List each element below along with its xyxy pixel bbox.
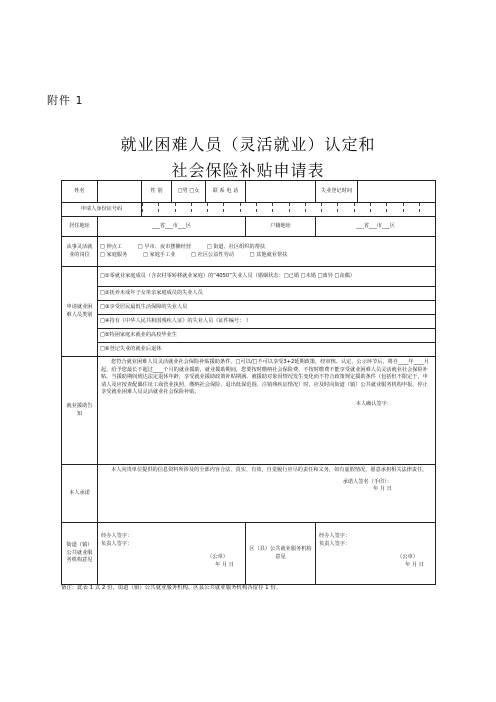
category-row bbox=[62, 343, 436, 357]
unemployment-date-field[interactable] bbox=[358, 181, 436, 203]
category-item-2[interactable]: □②抚养未成年子女单亲家庭成员的失业人员 bbox=[98, 287, 436, 301]
household-address-field[interactable]: ___省___市___区 bbox=[316, 217, 436, 237]
pledge-row bbox=[62, 465, 436, 523]
notice-row bbox=[62, 357, 436, 465]
category-row bbox=[62, 315, 436, 329]
category-row bbox=[62, 301, 436, 315]
phone-label: 联 系 电 话 bbox=[206, 181, 246, 203]
post-option-other[interactable]: □ 其他就业帮扶 bbox=[249, 251, 288, 258]
household-address-label: 户籍地址 bbox=[246, 217, 316, 237]
pledge-date[interactable]: 年 月 日 bbox=[373, 486, 392, 493]
category-item-1[interactable]: □①零就业家庭成员（含农村零转移就业家庭）的“4050”失业人员（婚姻状态：□已婚 □未婚 □离异 □丧偶） bbox=[98, 267, 436, 287]
street-opinion-box[interactable] bbox=[98, 523, 246, 585]
category-row bbox=[62, 267, 436, 287]
district-date[interactable]: 年 月 日 bbox=[405, 561, 424, 568]
name-label: 姓名 bbox=[62, 181, 98, 203]
notice-label: 就业援助告知 bbox=[62, 357, 98, 465]
pledge-signature[interactable]: 承诺人签名（手印）： bbox=[342, 478, 392, 485]
post-option-domestic[interactable]: □ 家庭服务 bbox=[100, 251, 128, 258]
street-date[interactable]: 年 月 日 bbox=[215, 561, 234, 568]
employment-post-options[interactable] bbox=[98, 237, 436, 267]
post-option-handicraft[interactable]: □ 家庭手工业 bbox=[142, 251, 176, 258]
category-item-5[interactable]: □⑤特困家庭未就业的高校毕业生 bbox=[98, 329, 436, 343]
post-option-market-stall[interactable]: □ 早市、夜市摆摊经营 bbox=[137, 243, 192, 250]
district-leader-sign[interactable]: 负责人签字： bbox=[319, 540, 351, 547]
form-title-line2: 社会保险补贴申请表 bbox=[171, 161, 325, 180]
category-label: 申请就业困难人员类别 bbox=[62, 267, 98, 357]
street-handler-sign[interactable]: 经办人签字： bbox=[101, 533, 133, 539]
name-field[interactable] bbox=[98, 181, 142, 203]
id-number-label: 申请人身份证号码 bbox=[62, 203, 142, 217]
post-option-community-aid[interactable]: □ 街道、社区组织的帮扶 bbox=[206, 243, 266, 250]
street-seal: （公章） bbox=[207, 554, 228, 561]
street-opinion-label: 街道（镇）公共就业服务机构意见 bbox=[62, 523, 98, 585]
category-item-3[interactable]: □③享受居民最低生活保障的失业人员 bbox=[98, 301, 436, 315]
district-seal: （公章） bbox=[397, 554, 418, 561]
category-item-6[interactable]: □⑥登记失业的就业后退休 bbox=[98, 343, 436, 357]
address-row bbox=[62, 217, 436, 237]
street-leader-sign[interactable]: 负责人签字： bbox=[101, 540, 133, 547]
pledge-label: 本人承诺 bbox=[62, 465, 98, 523]
footnote: 备注：此表 1 式 2 份，街道（镇）公共就业服务机构、区县公共就业服务机构各留存 1 份。 bbox=[61, 585, 282, 591]
application-form-table bbox=[61, 180, 436, 585]
category-row bbox=[62, 329, 436, 343]
employment-post-label: 从事灵活就业的岗位 bbox=[62, 237, 98, 267]
phone-field[interactable] bbox=[246, 181, 316, 203]
notice-text: 您符合就业困难人员灵活就业社会保险补贴援助条件，□可以/□不可以享受3+2延期政策，经审核、认定、公示环节后，将自____年____月起，给予您最长不超过____个月的就业援助，就业援助期间，您要按时缴纳社会保险费，不按时缴费不能享受就业困难人员灵活就业社会保险补贴。当援助期间到达法定退休年龄，享受就业援助政策补贴期满、被援助对象因情况发生变化而不符合政策规定援助条件（包括但不限定于，申请人及应按查配偶住址工商营业执照、缴纳社会保险、退出低保范围、注销残疾证情况）时，应及时向街道（镇）公共就业服务机构申报，停止享受就业困难人员灵活就业社会保险补贴。 bbox=[101, 359, 430, 396]
basic-info-row bbox=[62, 181, 436, 203]
review-row bbox=[62, 523, 436, 585]
id-row bbox=[62, 203, 436, 217]
post-option-public-welfare[interactable]: □ 社区公益性劳动 bbox=[191, 251, 234, 258]
gender-options[interactable]: □男 □女 bbox=[172, 181, 206, 203]
category-row bbox=[62, 287, 436, 301]
form-title-line1: 就业困难人员（灵活就业）认定和 bbox=[120, 135, 376, 154]
district-handler-sign[interactable]: 经办人签字： bbox=[319, 533, 351, 539]
district-opinion-label: 区（县）公共就业服务机构意见 bbox=[246, 523, 316, 585]
category-item-4[interactable]: □④持有《中华人民共和国残疾人证》的失业人员（证件编号： ） bbox=[98, 315, 436, 329]
employment-post-row bbox=[62, 237, 436, 267]
pledge-text: 本人向贵单位提供的信息资料所涉及的全部内容合法、真实、有效，自觉履行应尽的责任和义务，如有虚假情况，愿意承担相关法律责任。 bbox=[111, 467, 428, 473]
district-opinion-box[interactable] bbox=[316, 523, 436, 585]
gender-label: 性 别 bbox=[142, 181, 172, 203]
notice-confirm-signature[interactable]: 本人确认签字： bbox=[355, 400, 392, 407]
unemployment-date-label: 失业登记时间 bbox=[316, 181, 358, 203]
post-option-hourly[interactable]: □ 钟点工 bbox=[100, 243, 123, 250]
attachment-label: 附件 1 bbox=[47, 94, 84, 107]
residence-address-field[interactable]: ___省___市___区 bbox=[98, 217, 246, 237]
residence-address-label: 居住地址 bbox=[62, 217, 98, 237]
id-number-boxes[interactable] bbox=[142, 203, 436, 217]
